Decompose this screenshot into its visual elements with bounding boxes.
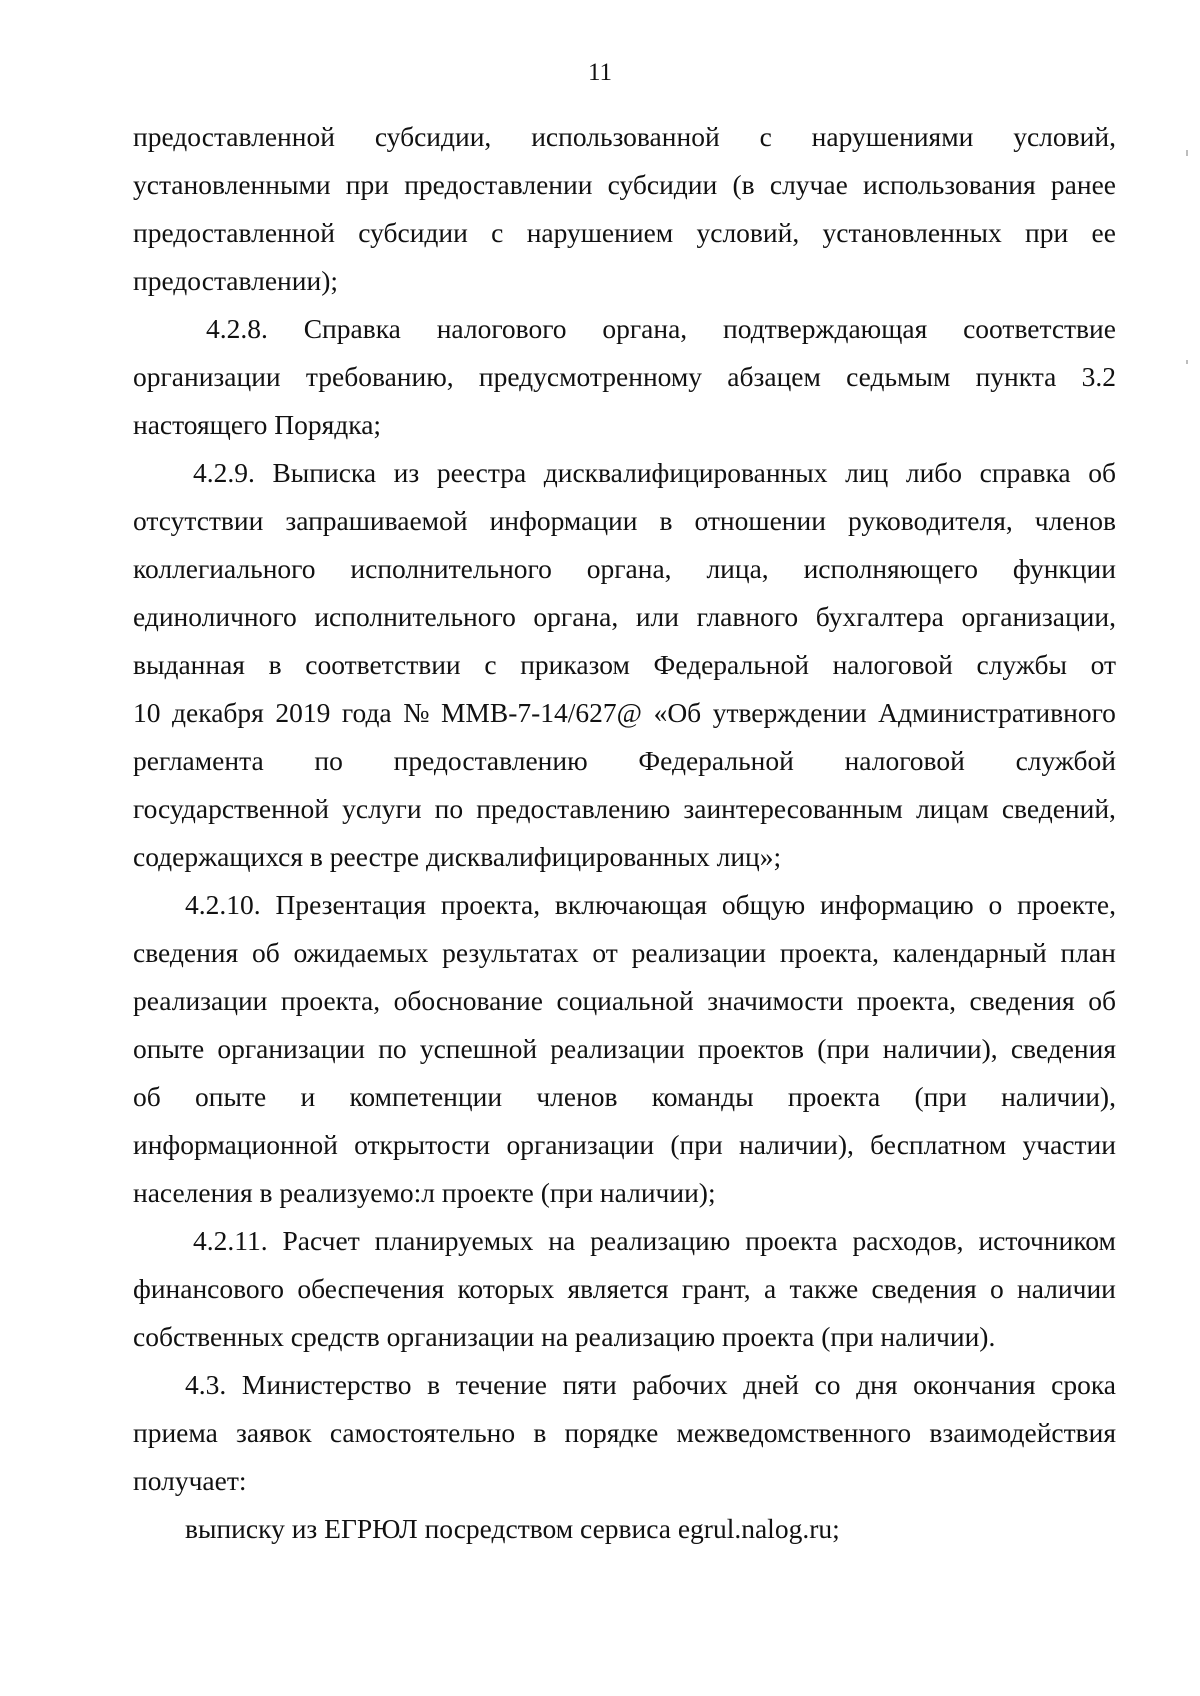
word: Федеральной [653,649,809,680]
word: при [345,169,389,200]
word: ожидаемых [293,937,429,968]
word: порядке [564,1417,659,1448]
word: открытости [354,1129,491,1160]
word: реализацию [590,1225,731,1256]
word: включающая [554,889,708,920]
word: использованной [531,121,720,152]
word: расходов, [852,1225,964,1256]
word: абзацем [727,361,821,392]
word: бесплатном [870,1129,1007,1160]
word: которых [457,1273,555,1304]
word: реестра [436,457,527,488]
word: предоставленной [133,121,335,152]
word: дисквалифицированных [543,457,828,488]
paragraph-list [133,113,1116,1553]
word: лица, [706,553,769,584]
word: самостоятельно [329,1417,516,1448]
word: в [268,649,282,680]
word: органа, [602,313,688,344]
scan-edge-mark [1186,150,1188,156]
word: (при [817,1033,870,1064]
word: грант, [681,1273,751,1304]
word: 10 [133,697,161,728]
word: проекта [745,1225,838,1256]
word: ранее [1050,169,1116,200]
word: о [989,1273,1004,1304]
word: по [434,793,464,824]
word: субсидии, [374,121,492,152]
word: утверждении [712,697,867,728]
text-line [133,1457,1116,1505]
word: организации, [961,601,1116,632]
text-line [133,353,1116,401]
word: использования [863,169,1036,200]
text-line [133,113,1116,161]
word: сведения [969,985,1075,1016]
word: Министерство [241,1369,412,1400]
text-line [133,1073,1116,1121]
word: условий, [696,217,800,248]
word: налоговой [844,745,965,776]
paragraph [133,881,1116,1217]
word: также [789,1273,859,1304]
word: исполняющего [803,553,978,584]
word: выданная [133,649,245,680]
line-text: населения в реализуемо:л проекте (при наличии); [133,1177,716,1208]
text-line [133,1265,1116,1313]
word: услуги [342,793,422,824]
text-line [133,1169,1116,1217]
text-line [133,1121,1116,1169]
text-line [133,401,1116,449]
word: по [314,745,343,776]
word: рабочих [632,1369,728,1400]
word: (при [914,1081,967,1112]
word: руководителя, [847,505,1013,536]
word: источником [978,1225,1116,1256]
line-text: предоставлении); [133,265,339,296]
word: запрашиваемой [285,505,468,536]
word: является [567,1273,669,1304]
line-text: собственных средств организации на реализацию проекта (при наличии). [133,1321,996,1352]
word: пяти [562,1369,617,1400]
word: результатах [442,937,579,968]
scan-edge-mark [1186,360,1188,364]
word: проекта, [779,937,880,968]
text-line [133,833,1116,881]
word: от [1090,649,1116,680]
word: налогового [436,313,567,344]
word: требованию, [305,361,454,392]
text-line [133,977,1116,1025]
line-text: выписку из ЕГРЮЛ посредством сервиса egrul.nalog.ru; [185,1513,840,1544]
word: со [814,1369,841,1400]
word: Федеральной [638,745,794,776]
text-line [133,545,1116,593]
line-text: получает: [133,1465,247,1496]
word: сведения [1010,1033,1116,1064]
word: исполнительного [314,601,516,632]
word: лиц [845,457,889,488]
text-line [133,1505,1116,1553]
word: заинтересованным [683,793,903,824]
word: информацию [819,889,974,920]
word: с [484,649,497,680]
word: от [592,937,618,968]
word: отношении [694,505,826,536]
word: (в [732,169,755,200]
word: 4.2.11. [193,1225,268,1256]
word: проекта, [280,985,381,1016]
word: заявок [236,1417,312,1448]
word: обоснование [393,985,543,1016]
word: общую [721,889,806,920]
text-line [133,737,1116,785]
word: исполнительного [350,553,552,584]
text-line [133,1025,1116,1073]
line-text: настоящего Порядка; [133,409,382,440]
word: с [491,217,504,248]
word: членов [536,1081,618,1112]
word: а [763,1273,777,1304]
text-line [133,1361,1116,1409]
word: бухгалтера [815,601,944,632]
word: 2019 [275,697,331,728]
word: пункта [975,361,1057,392]
text-line [133,449,1116,497]
word: 4.2.9. [193,457,255,488]
word: из [393,457,420,488]
word: года [341,697,392,728]
word: Презентация [275,889,427,920]
word: справка [979,457,1071,488]
word: планируемых [374,1225,534,1256]
text-line [133,785,1116,833]
text-line [133,305,1116,353]
word: ММВ-7-14/627@ [440,697,643,728]
word: 4.3. [185,1369,227,1400]
word: реализации [631,937,767,968]
word: Административного [878,697,1116,728]
word: срока [1051,1369,1116,1400]
word: Расчет [282,1225,360,1256]
word: обеспечения [297,1273,445,1304]
text-line [133,641,1116,689]
word: (при [670,1129,723,1160]
word: единоличного [133,601,297,632]
word: наличии), [738,1129,854,1160]
word: дня [856,1369,898,1400]
word: нарушением [526,217,674,248]
word: приказом [520,649,630,680]
text-line [133,497,1116,545]
word: лицам [915,793,989,824]
word: реализации [550,1033,685,1064]
word: на [548,1225,576,1256]
word: финансового [133,1273,285,1304]
word: соответствие [963,313,1116,344]
word: 4.2.10. [185,889,261,920]
word: органа, [586,553,672,584]
text-line [133,689,1116,737]
word: установленными [133,169,331,200]
word: декабря [172,697,264,728]
word: соответствии [305,649,461,680]
word: предоставлению [393,745,588,776]
word: календарный [892,937,1047,968]
word: либо [905,457,963,488]
line-text: содержащихся в реестре дисквалифицированных лиц»; [133,841,782,872]
paragraph [133,305,1116,449]
word: 3.2 [1081,361,1116,392]
word: главного [696,601,799,632]
word: нарушениями [811,121,974,152]
word: в [659,505,673,536]
word: по [378,1033,407,1064]
word: информации [489,505,638,536]
word: Справка [303,313,401,344]
word: сведения [133,937,239,968]
word: об [1088,457,1116,488]
word: реализации [133,985,268,1016]
word: сведения [871,1273,977,1304]
word: с [759,121,772,152]
word: № [403,697,430,728]
word: предоставлении [404,169,593,200]
text-line [133,1409,1116,1457]
word: организации [133,361,281,392]
word: органа, [533,601,619,632]
word: приема [133,1417,218,1448]
word: коллегиального [133,553,316,584]
word: Выписка [272,457,377,488]
text-line [133,161,1116,209]
word: опыте [133,1033,205,1064]
word: об [251,937,280,968]
word: организации [506,1129,655,1160]
word: в [533,1417,547,1448]
word: организации [217,1033,365,1064]
word: в [427,1369,441,1400]
paragraph [133,1361,1116,1505]
word: социальной [556,985,694,1016]
word: участии [1022,1129,1116,1160]
word: или [635,601,679,632]
word: и [300,1081,316,1112]
word: государственной [133,793,329,824]
word: субсидии [607,169,718,200]
word: об [133,1081,161,1112]
word: план [1060,937,1116,968]
text-line [133,1217,1116,1265]
word: проекте, [1017,889,1116,920]
word: службой [1015,745,1116,776]
word: проекта [787,1081,881,1112]
word: подтверждающая [723,313,928,344]
word: течение [455,1369,547,1400]
word: дней [743,1369,799,1400]
paragraph [133,449,1116,881]
word: опыте [195,1081,267,1112]
word: наличии), [882,1033,998,1064]
word: предоставленной [133,217,335,248]
word: проекта, [856,985,957,1016]
word: случае [769,169,848,200]
word: об [1088,985,1116,1016]
page-number: 11 [587,59,613,86]
paragraph [133,113,1116,305]
paragraph [133,1505,1116,1553]
word: наличии), [1001,1081,1116,1112]
word: компетенции [349,1081,503,1112]
word: успешной [419,1033,538,1064]
text-line [133,881,1116,929]
word: налоговой [832,649,953,680]
word: предоставлению [476,793,671,824]
text-line [133,1313,1116,1361]
word: взаимодействия [929,1417,1116,1448]
document-body [133,113,1116,1553]
word: проектов [697,1033,805,1064]
word: значимости [707,985,844,1016]
word: при [1025,217,1069,248]
text-line [133,209,1116,257]
word: членов [1034,505,1116,536]
word: окончания [913,1369,1036,1400]
word: седьмым [846,361,951,392]
word: субсидии [358,217,468,248]
word: сведений, [1001,793,1116,824]
word: команды [651,1081,754,1112]
paragraph [133,1217,1116,1361]
word: проекта, [440,889,541,920]
word: межведомственного [676,1417,912,1448]
text-line [133,593,1116,641]
word: отсутствии [133,505,264,536]
text-line [133,257,1116,305]
word: службы [976,649,1067,680]
word: регламента [133,745,264,776]
word: информационной [133,1129,338,1160]
word: 4.2.8. [206,313,268,344]
word: ее [1091,217,1116,248]
word: установленных [822,217,1002,248]
word: условий, [1013,121,1116,152]
word: «Об [653,697,702,728]
word: функции [1012,553,1116,584]
word: о [988,889,1003,920]
text-line [133,929,1116,977]
word: наличии [1017,1273,1116,1304]
word: предусмотренному [478,361,703,392]
